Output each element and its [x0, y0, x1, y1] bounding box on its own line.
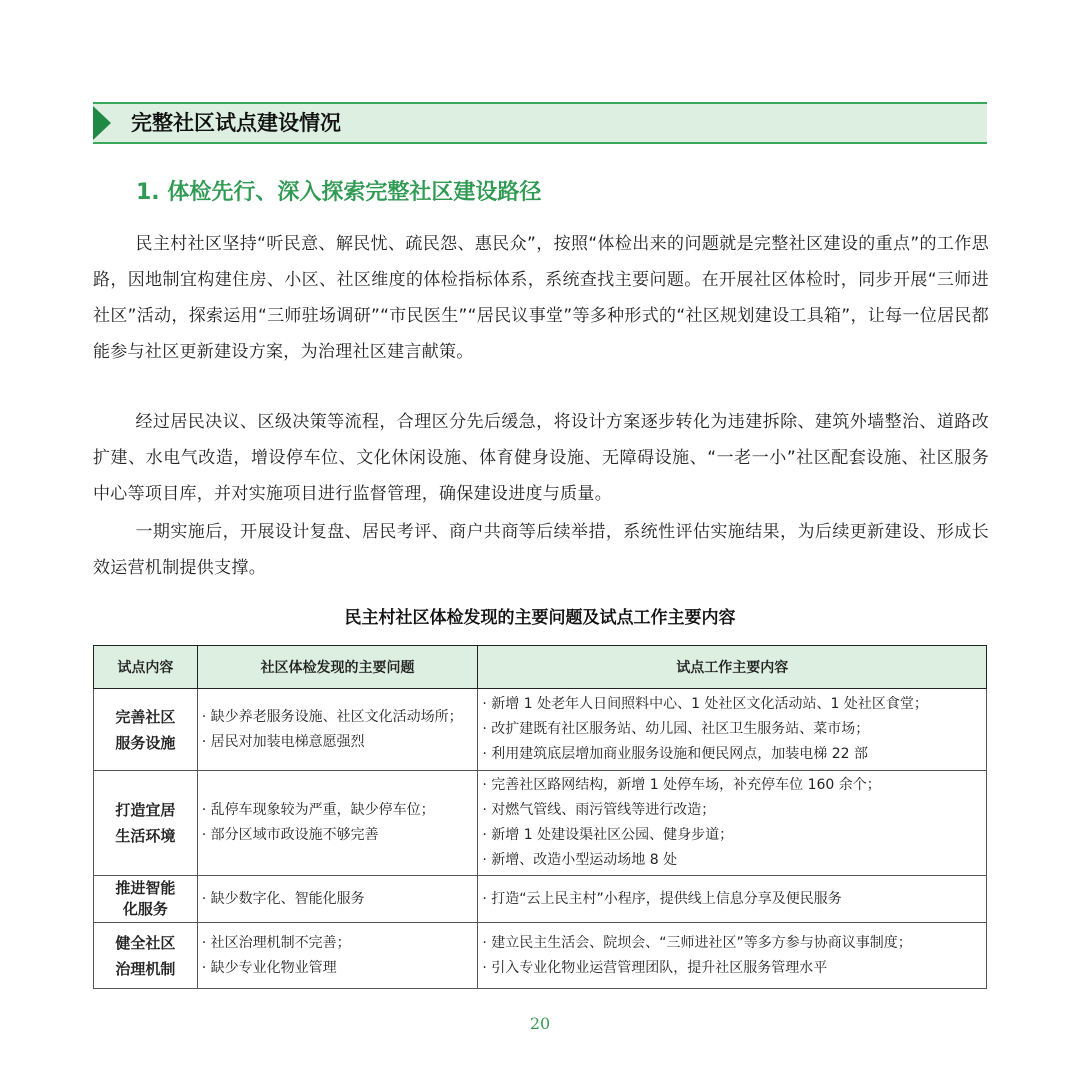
- work-item: · 引入专业化物业运营管理团队，提升社区服务管理水平: [482, 959, 828, 976]
- work-item: · 新增 1 处建设渠社区公园、健身步道；: [482, 827, 734, 843]
- page-number: 20: [529, 1014, 551, 1033]
- work-item: · 建立民主生活会、院坝会、“三师进社区”等多方参与协商议事制度；: [482, 934, 912, 951]
- issue-item: · 缺少数字化、智能化服务: [201, 890, 365, 907]
- work-item: · 打造“云上民主村”小程序，提供线上信息分享及便民服务: [482, 890, 842, 907]
- issue-item: · 缺少养老服务设施、社区文化活动场所；: [201, 708, 463, 725]
- issue-item: · 社区治理机制不完善；: [201, 934, 351, 951]
- work-item: · 新增、改造小型运动场地 8 处: [482, 852, 678, 868]
- header-cell: 社区体检发现的主要问题: [197, 646, 478, 689]
- category-line: 化服务: [122, 900, 168, 918]
- header-cell: 试点内容: [94, 646, 198, 689]
- category-cell: [94, 689, 198, 771]
- paragraph: 一期实施后，开展设计复盘、居民考评、商户共商等后续举措，系统性评估实施结果，为后续更新建设、形成长效运营机制提供支撑。: [93, 522, 989, 578]
- works-cell: [478, 771, 987, 876]
- category-cell: [94, 923, 198, 989]
- category-line: 推进智能: [115, 879, 176, 897]
- table-header-row: [94, 646, 987, 689]
- issue-item: · 居民对加装电梯意愿强烈: [201, 733, 365, 750]
- header-cell: 试点工作主要内容: [478, 646, 987, 689]
- issues-cell: [197, 771, 478, 876]
- issues-cell: [197, 689, 478, 771]
- play-arrow-icon: [93, 106, 111, 140]
- table-row: [94, 689, 987, 771]
- table-row: [94, 876, 987, 923]
- works-cell: [478, 689, 987, 771]
- issues-cell: [197, 876, 478, 923]
- work-item: · 利用建筑底层增加商业服务设施和便民网点，加装电梯 22 部: [482, 746, 869, 762]
- section-title: 完整社区试点建设情况: [131, 111, 341, 135]
- issues-table: [93, 645, 987, 989]
- category-line: 治理机制: [115, 959, 176, 978]
- category-line: 完善社区: [115, 707, 176, 726]
- category-line: 生活环境: [115, 827, 176, 845]
- table-caption: 民主村社区体检发现的主要问题及试点工作主要内容: [344, 608, 736, 628]
- work-item: · 改扩建既有社区服务站、幼儿园、社区卫生服务站、菜市场；: [482, 721, 870, 737]
- works-cell: [478, 923, 987, 989]
- works-cell: [478, 876, 987, 923]
- category-cell: [94, 771, 198, 876]
- table-row: [94, 923, 987, 989]
- issue-item: · 缺少专业化物业管理: [201, 959, 337, 976]
- work-item: · 新增 1 处老年人日间照料中心、1 处社区文化活动站、1 处社区食堂；: [482, 696, 928, 712]
- paragraph: 经过居民决议、区级决策等流程，合理区分先后缓急，将设计方案逐步转化为违建拆除、建筑外墙整治、道路改扩建、水电气改造，增设停车位、文化休闲设施、体育健身设施、无障碍设施、“一老一小”社区配套设施、社区服务中心等项目库，并对实施项目进行监督管理，确保建设进度与质量。: [93, 412, 989, 504]
- issue-item: · 乱停车现象较为严重，缺少停车位；: [201, 802, 435, 818]
- issues-cell: [197, 923, 478, 989]
- category-line: 健全社区: [115, 933, 176, 952]
- work-item: · 完善社区路网结构，新增 1 处停车场，补充停车位 160 余个；: [482, 777, 881, 793]
- issue-item: · 部分区域市政设施不够完善: [201, 827, 379, 843]
- category-line: 服务设施: [115, 733, 176, 752]
- subheading: 1. 体检先行、深入探索完整社区建设路径: [136, 180, 542, 205]
- category-line: 打造宜居: [115, 801, 176, 819]
- work-item: · 对燃气管线、雨污管线等进行改造；: [482, 802, 716, 818]
- section-header: [93, 102, 987, 144]
- paragraph: 民主村社区坚持“听民意、解民忧、疏民怨、惠民众”，按照“体检出来的问题就是完整社区建设的重点”的工作思路，因地制宜构建住房、小区、社区维度的体检指标体系，系统查找主要问题。在开展社区体检时，同步开展“三师进社区”活动，探索运用“三师驻场调研”“市民医生”“居民议事堂”等多种形式的“社区规划建设工具箱”，让每一位居民都能参与社区更新建设方案，为治理社区建言献策。: [93, 234, 989, 362]
- category-cell: [94, 876, 198, 923]
- table-row: [94, 771, 987, 876]
